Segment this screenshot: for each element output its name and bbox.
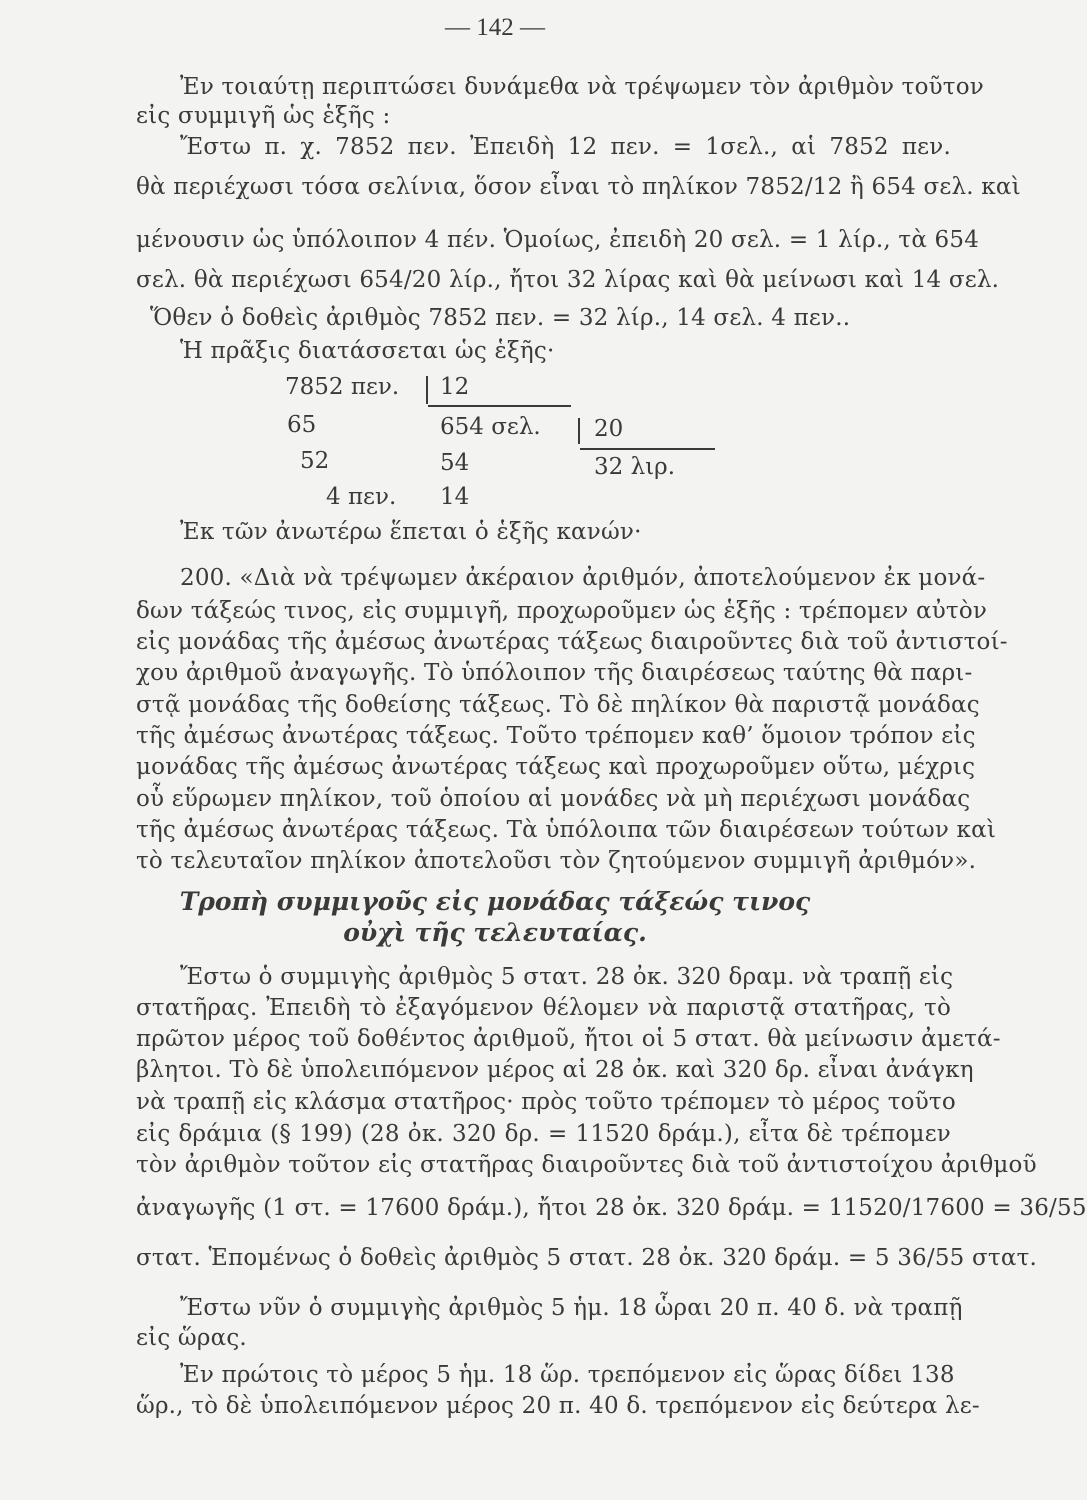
division-bar (426, 376, 428, 404)
division-rule (580, 448, 715, 450)
division-remainder: 14 (440, 484, 470, 510)
division-divisor: 12 (440, 374, 470, 400)
text-line: τῆς ἀμέσως ἀνωτέρας τάξεως. Τοῦτο τρέπομεν καθ’ ὅμοιον τρόπον εἰς (136, 723, 976, 749)
text-line: δων τάξεώς τινος, εἰς συμμιγῆ, προχωροῦμεν ὡς ἑξῆς : τρέπομεν αὐτὸν (136, 598, 988, 624)
text-line: Ἔστω ὁ συμμιγὴς ἀριθμὸς 5 στατ. 28 ὀκ. 320 δραμ. νὰ τραπῇ εἰς (180, 964, 954, 990)
text-line: Ὅθεν ὁ δοθεὶς ἀριθμὸς 7852 πεν. = 32 λίρ., 14 σελ. 4 πεν.. (150, 305, 851, 331)
text-line: Ἡ πρᾶξις διατάσσεται ὡς ἑξῆς· (180, 338, 555, 364)
text-line: ἀναγωγῆς (1 στ. = 17600 δράμ.), ἤτοι 28 ὀκ. 320 δράμ. = 11520/17600 = 36/55 (136, 1195, 1087, 1221)
text-line: νὰ τραπῇ εἰς κλάσμα στατῆρος· πρὸς τοῦτο τρέπομεν τὸ μέρος τοῦτο (136, 1089, 956, 1115)
division-quotient: 32 λιρ. (594, 454, 676, 480)
division-dividend: 7852 πεν. (285, 374, 400, 400)
text-line: 200. «Διὰ νὰ τρέψωμεν ἀκέραιον ἀριθμόν, ἀποτελούμενον ἐκ μονά- (180, 565, 986, 591)
text-line: τὸν ἀριθμὸν τοῦτον εἰς στατῆρας διαιροῦντες διὰ τοῦ ἀντιστοίχου ἀριθμοῦ (136, 1152, 1037, 1178)
text-line: χου ἀριθμοῦ ἀναγωγῆς. Τὸ ὑπόλοιπον τῆς διαιρέσεως ταύτης θὰ παρι- (136, 660, 973, 686)
division-remainder: 4 πεν. (326, 484, 397, 510)
section-heading: Τροπὴ συμμιγοῦς εἰς μονάδας τάξεώς τινος (179, 887, 811, 916)
text-line: πρῶτον μέρος τοῦ δοθέντος ἀριθμοῦ, ἤτοι οἱ 5 στατ. θὰ μείνωσιν ἀμετά- (136, 1026, 1001, 1052)
text-line: στατ. Ἑπομένως ὁ δοθεὶς ἀριθμὸς 5 στατ. 28 ὀκ. 320 δράμ. = 5 36/55 στατ. (136, 1245, 1038, 1271)
text-line: θὰ περιέχωσι τόσα σελίνια, ὅσον εἶναι τὸ πηλίκον 7852/12 ἢ 654 σελ. καὶ (136, 174, 1021, 200)
text-line: εἰς μονάδας τῆς ἀμέσως ἀνωτέρας τάξεως διαιροῦντες διὰ τοῦ ἀντιστοί- (136, 629, 1008, 655)
division-bar (578, 418, 580, 444)
text-line: στατῆρας. Ἐπειδὴ τὸ ἐξαγόμενον θέλομεν νὰ παριστᾷ στατῆρας, τὸ (136, 995, 951, 1021)
text-line: τὸ τελευταῖον πηλίκον ἀποτελοῦσι τὸν ζητούμενον συμμιγῆ ἀριθμόν». (136, 848, 977, 874)
section-heading: οὐχὶ τῆς τελευταίας. (343, 918, 647, 947)
division-remainder-step: 52 (300, 448, 330, 474)
text-line: σελ. θὰ περιέχωσι 654/20 λίρ., ἤτοι 32 λίρας καὶ θὰ μείνωσι καὶ 14 σελ. (136, 267, 1000, 293)
text-line: Ἐν τοιαύτῃ περιπτώσει δυνάμεθα νὰ τρέψωμεν τὸν ἀριθμὸν τοῦτον (180, 74, 984, 100)
text-line: Ἐν πρώτοις τὸ μέρος 5 ἡμ. 18 ὥρ. τρεπόμενον εἰς ὥρας δίδει 138 (180, 1362, 955, 1388)
text-line: Ἔστω π. χ. 7852 πεν. Ἐπειδὴ 12 πεν. = 1σελ., αἱ 7852 πεν. (180, 134, 951, 160)
text-line: Ἐκ τῶν ἀνωτέρω ἕπεται ὁ ἑξῆς κανών· (180, 519, 642, 545)
text-line: βλητοι. Τὸ δὲ ὑπολειπόμενον μέρος αἱ 28 ὀκ. καὶ 320 δρ. εἶναι ἀνάγκη (136, 1057, 974, 1083)
division-remainder-step: 65 (287, 412, 317, 438)
text-line: εἰς συμμιγῆ ὡς ἑξῆς : (136, 103, 391, 129)
text-line: ὥρ., τὸ δὲ ὑπολειπόμενον μέρος 20 π. 40 δ. τρεπόμενον εἰς δεύτερα λε- (136, 1393, 980, 1419)
text-line: Ἔστω νῦν ὁ συμμιγὴς ἀριθμὸς 5 ἡμ. 18 ὧραι 20 π. 40 δ. νὰ τραπῇ (180, 1295, 963, 1321)
division-divisor: 20 (594, 416, 624, 442)
text-line: εἰς ὥρας. (136, 1325, 247, 1351)
page-number: — 142 — (445, 14, 545, 41)
text-line: εἰς δράμια (§ 199) (28 ὀκ. 320 δρ. = 11520 δράμ.), εἶτα δὲ τρέπομεν (136, 1121, 951, 1147)
text-line: μονάδας τῆς ἀμέσως ἀνωτέρας τάξεως καὶ προχωροῦμεν οὕτω, μέχρις (136, 754, 976, 780)
division-quotient: 654 σελ. (440, 414, 541, 440)
text-line: τῆς ἀμέσως ἀνωτέρας τάξεως. Τὰ ὑπόλοιπα τῶν διαιρέσεων τούτων καὶ (136, 817, 997, 843)
division-rule (428, 405, 571, 407)
text-line: μένουσιν ὡς ὑπόλοιπον 4 πέν. Ὁμοίως, ἐπειδὴ 20 σελ. = 1 λίρ., τὰ 654 (136, 227, 980, 253)
text-line: στᾷ μονάδας τῆς δοθείσης τάξεως. Τὸ δὲ πηλίκον θὰ παριστᾷ μονάδας (136, 692, 980, 718)
division-remainder-step: 54 (440, 450, 470, 476)
text-line: οὗ εὕρωμεν πηλίκον, τοῦ ὁποίου αἱ μονάδες νὰ μὴ περιέχωσι μονάδας (136, 786, 971, 812)
